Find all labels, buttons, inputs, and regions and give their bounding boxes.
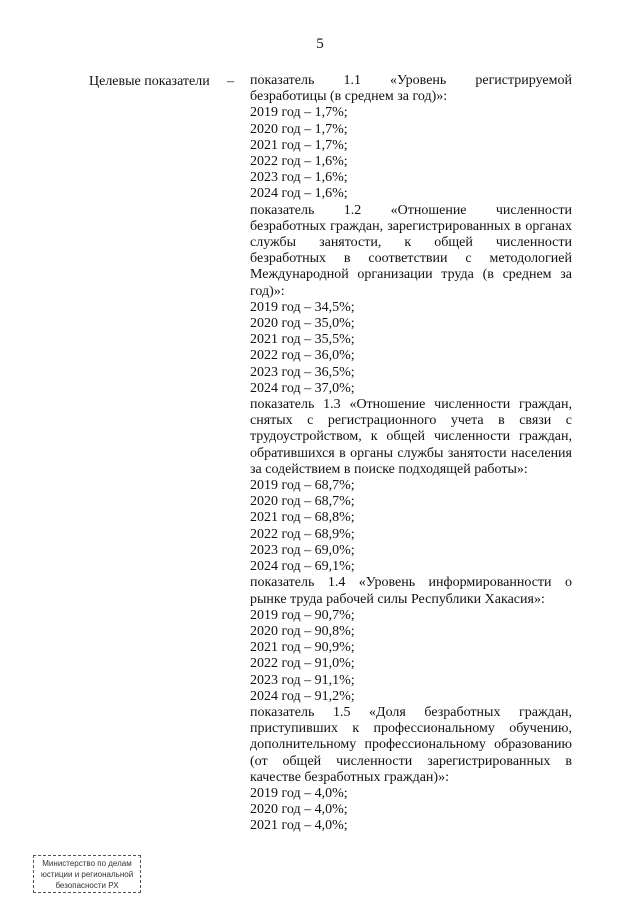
year-value: 2019 год – 1,7%;	[250, 105, 348, 121]
year-value: 2021 год – 4,0%;	[250, 818, 348, 834]
year-value: 2022 год – 68,9%;	[250, 526, 355, 542]
year-value: 2022 год – 36,0%;	[250, 348, 355, 364]
year-value: 2020 год – 90,8%;	[250, 623, 355, 639]
year-value: 2019 год – 90,7%;	[250, 607, 355, 623]
year-value: 2023 год – 69,0%;	[250, 542, 355, 558]
year-value: 2020 год – 68,7%;	[250, 494, 355, 510]
year-value: 2024 год – 1,6%;	[250, 186, 348, 202]
year-value: 2021 год – 35,5%;	[250, 332, 355, 348]
year-value: 2024 год – 91,2%;	[250, 688, 355, 704]
indicator-text: показатель 1.5 «Доля безработных граждан, приступивших к профессиональному обучению, дополнительному профессиональному образованию (от общей численности зарегистрированных в качестве безработных граждан)»:	[250, 704, 572, 785]
indicator-text: показатель 1.4 «Уровень информированности о рынке труда рабочей силы Республики Хакасия»:	[250, 575, 572, 607]
page-number: 5	[316, 36, 324, 52]
indicator-1-2	[250, 203, 572, 397]
stamp-line: безопасности РХ	[55, 881, 119, 890]
year-value: 2019 год – 4,0%;	[250, 785, 348, 801]
year-value: 2019 год – 34,5%;	[250, 299, 355, 315]
section-label: Целевые показатели	[89, 74, 210, 89]
year-value: 2023 год – 1,6%;	[250, 170, 348, 186]
year-value: 2023 год – 36,5%;	[250, 364, 355, 380]
year-value: 2024 год – 69,1%;	[250, 559, 355, 575]
year-value: 2021 год – 1,7%;	[250, 137, 348, 153]
indicator-1-1	[250, 73, 572, 203]
year-value: 2019 год – 68,7%;	[250, 478, 355, 494]
stamp-line: юстиции и региональной	[40, 870, 134, 879]
indicator-1-5	[250, 705, 572, 835]
indicator-1-3	[250, 397, 572, 575]
year-value: 2022 год – 1,6%;	[250, 154, 348, 170]
year-value: 2020 год – 35,0%;	[250, 316, 355, 332]
year-value: 2024 год – 37,0%;	[250, 380, 355, 396]
year-value: 2021 год – 90,9%;	[250, 640, 355, 656]
year-value: 2021 год – 68,8%;	[250, 510, 355, 526]
registration-stamp	[33, 855, 141, 893]
stamp-line: Министерство по делам	[42, 859, 132, 868]
year-value: 2020 год – 1,7%;	[250, 121, 348, 137]
indicator-1-4	[250, 575, 572, 705]
year-value: 2020 год – 4,0%;	[250, 802, 348, 818]
label-dash: –	[227, 74, 234, 89]
indicator-text: показатель 1.2 «Отношение численности безработных граждан, зарегистрированных в органах службы занятости, к общей численности безработных в соответствии с методологией Международной организации труда (в среднем за год)»:	[250, 202, 572, 299]
year-value: 2022 год – 91,0%;	[250, 656, 355, 672]
indicators-list	[250, 73, 572, 835]
indicator-text: показатель 1.3 «Отношение численности граждан, снятых с регистрационного учета в связи с трудоустройством, к общей численности граждан, обратившихся в органы службы занятости населения за содействием в поиске подходящей работы»:	[250, 397, 572, 477]
year-value: 2023 год – 91,1%;	[250, 672, 355, 688]
indicator-text: показатель 1.1 «Уровень регистрируемой безработицы (в среднем за год)»:	[250, 73, 572, 105]
